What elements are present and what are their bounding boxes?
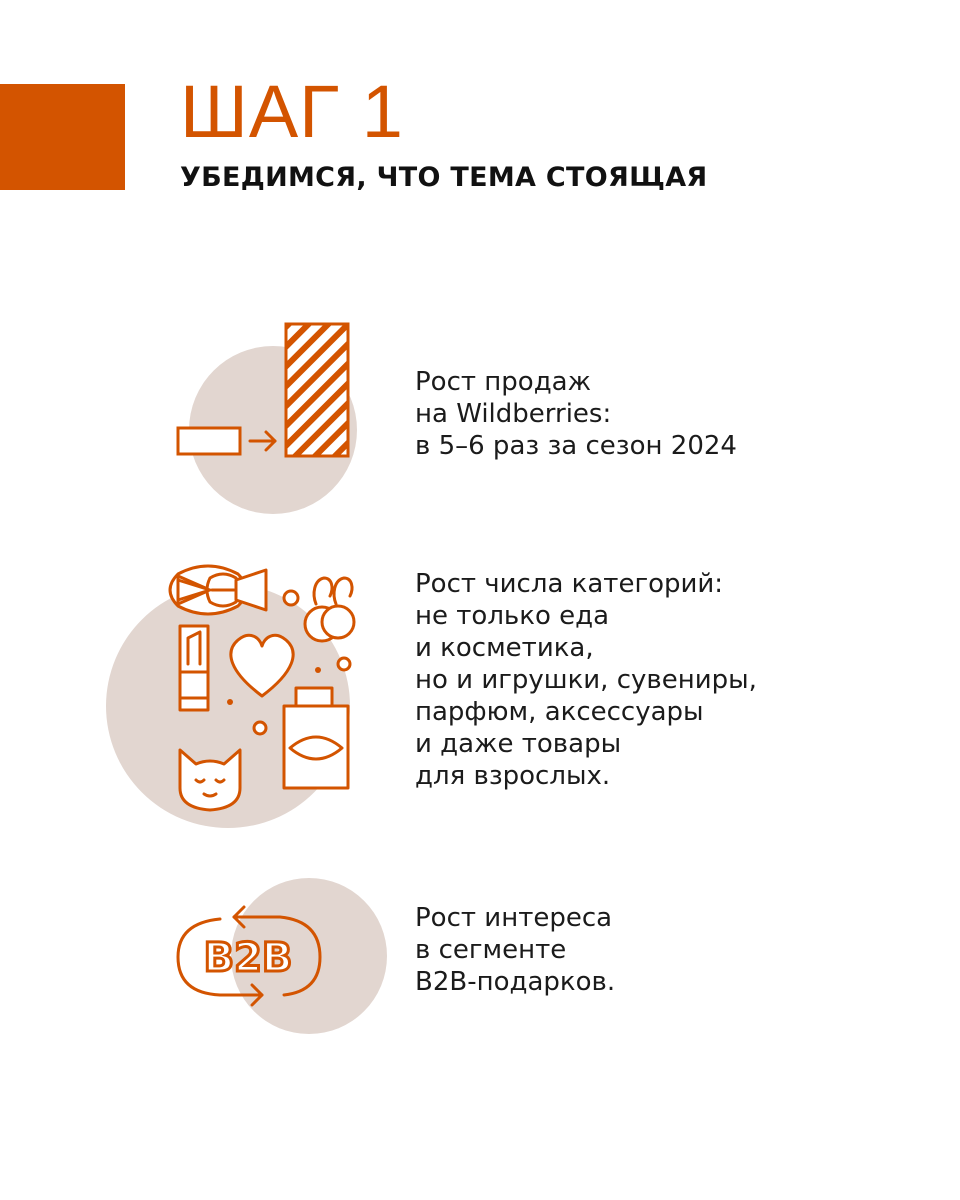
bubble-icon	[284, 591, 298, 605]
step-title: ШАГ 1	[180, 70, 404, 153]
point-text-categories: Рост числа категорий: не только еда и косметика, но и игрушки, сувениры, парфюм, аксессуары и даже товары для взрослых.	[415, 569, 757, 791]
accent-block	[0, 84, 125, 190]
categories-collage-icon	[100, 560, 400, 840]
small-bar	[178, 428, 240, 454]
b2b-exchange-icon	[160, 855, 400, 1055]
bubble-icon	[315, 667, 321, 673]
bubble-icon	[227, 699, 233, 705]
point-text-b2b: Рост интереса в сегменте B2B-подарков.	[415, 903, 616, 997]
lipstick-icon	[180, 626, 208, 710]
candy-icon	[170, 566, 268, 614]
sales-growth-icon	[160, 310, 400, 530]
point-text-sales-growth: Рост продаж на Wildberries: в 5–6 раз за сезон 2024	[415, 367, 737, 461]
b2b-label: B2B	[203, 935, 293, 981]
bubble-icon	[338, 658, 350, 670]
bubble-icon	[254, 722, 266, 734]
earrings-icon	[305, 578, 354, 641]
large-hatched-bar	[286, 324, 348, 456]
step-subtitle: УБЕДИМСЯ, ЧТО ТЕМА СТОЯЩАЯ	[180, 162, 708, 193]
